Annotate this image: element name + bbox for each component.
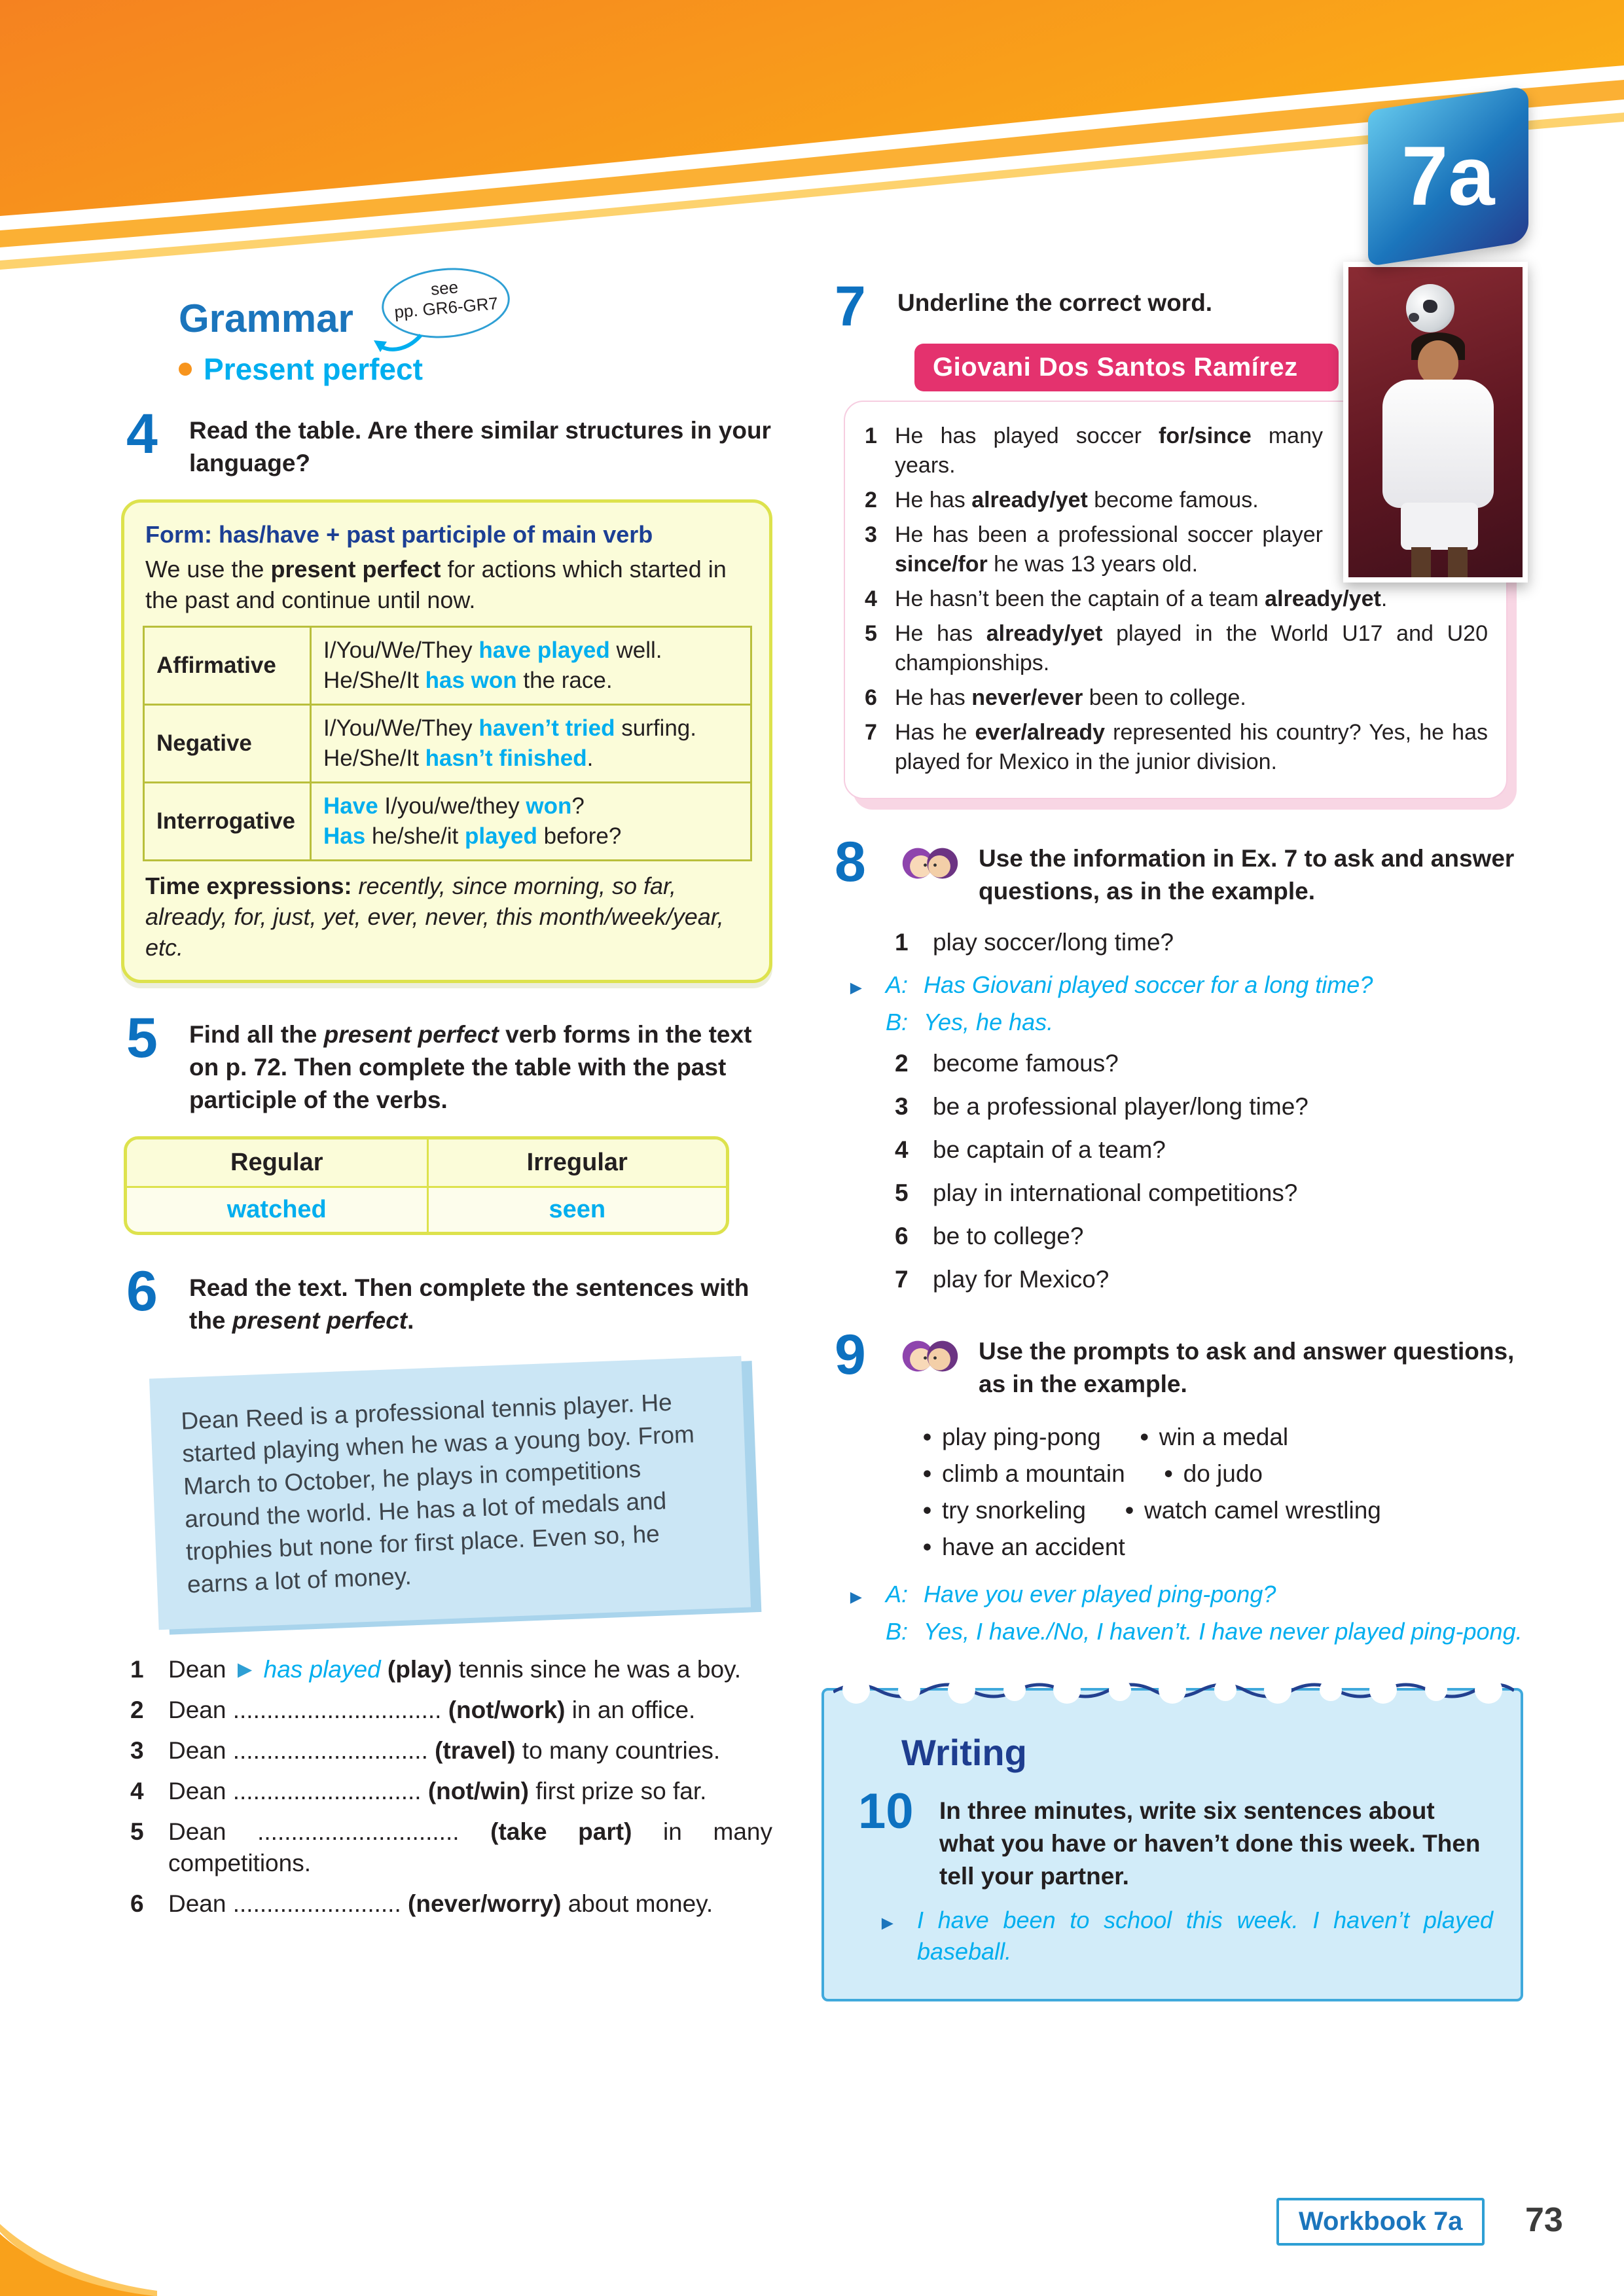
exercise-8-instruction-wrap xyxy=(897,837,1523,908)
bullet-icon: • xyxy=(923,1424,931,1451)
player-head-shape xyxy=(1418,340,1458,385)
list-item: 2 Dean ............................... (not/work) in an office. xyxy=(130,1696,696,1723)
exercise-9-header xyxy=(821,1323,1523,1401)
person-name-banner: Giovani Dos Santos Ramírez xyxy=(914,344,1339,391)
list-item: 4 He hasn’t been the captain of a team already/yet. xyxy=(865,586,1388,612)
exercise-10-instruction: In three minutes, write six sentences about what you have or haven’t done this week. Then tell your partner. xyxy=(939,1797,1481,1890)
list-item: 6 He has never/ever been to college. xyxy=(865,685,1246,711)
list-item: 2 He has already/yet become famous. xyxy=(865,488,1259,513)
exercise-7-number: 7 xyxy=(835,275,866,338)
list-item: 4 Dean ............................ (not/win) first prize so far. xyxy=(130,1778,707,1804)
soccer-player-photo xyxy=(1343,262,1528,583)
example-arrow-icon: ► xyxy=(846,977,866,999)
form-label-affirmative: Affirmative xyxy=(144,627,311,705)
grammar-intro: We use the present perfect for actions which started in the past and continue until now. xyxy=(145,556,727,613)
bullet-icon xyxy=(179,363,192,376)
exercise-6-header xyxy=(126,1260,772,1337)
bullet-icon: • xyxy=(923,1497,931,1524)
workbook-reference-badge: Workbook 7a xyxy=(1276,2198,1485,2246)
time-expressions: Time expressions: recently, since morning, so far, already, for, just, yet, ever, never, this month/week/year, etc. xyxy=(145,872,724,961)
exercise-7-instruction: Underline the correct word. xyxy=(897,289,1213,316)
list-item: 1 play soccer/long time? xyxy=(895,929,1174,956)
exercise-9-prompts xyxy=(923,1419,1523,1566)
bullet-icon: • xyxy=(923,1534,931,1561)
exercise-5-number: 5 xyxy=(126,1007,158,1069)
player-shirt-shape xyxy=(1382,380,1494,508)
exercise-4-instruction: Read the table. Are there similar structures in your language? xyxy=(189,417,771,476)
list-item: 3 Dean ............................. (travel) to many countries. xyxy=(130,1737,721,1764)
exercise-4-header xyxy=(126,403,772,480)
example-answer: B: Yes, I have./No, I haven’t. I have never played ping-pong. xyxy=(886,1618,1523,1645)
form-label-interrogative: Interrogative xyxy=(144,783,311,861)
list-item: 5 Dean .............................. (take part) in many competitions. xyxy=(130,1818,772,1876)
exercise-4-number: 4 xyxy=(126,403,158,465)
list-item: 2 become famous? xyxy=(895,1050,1119,1077)
grammar-forms-table xyxy=(143,626,752,861)
list-item: 3 He has been a professional soccer player since/for he was 13 years old. xyxy=(865,522,1323,577)
exercise-8-list-cont xyxy=(895,1047,1523,1296)
form-label-negative: Negative xyxy=(144,705,311,783)
list-item: 1 Dean ► has played (play) tennis since he was a boy. xyxy=(130,1656,742,1683)
example-arrow-icon: ► xyxy=(846,1587,866,1609)
grammar-header xyxy=(179,277,772,387)
see-reference-pages: pp. GR6-GR7 xyxy=(393,293,499,322)
exercise-8-number: 8 xyxy=(835,831,866,894)
bullet-icon: • xyxy=(923,1460,931,1488)
exercise-10-header xyxy=(853,1784,1493,1893)
corner-wave-decoration xyxy=(0,2198,157,2296)
exercise-9-instruction: Use the prompts to ask and answer questions, as in the example. xyxy=(979,1338,1515,1398)
prompt-line: • try snorkeling • watch camel wrestling xyxy=(923,1492,1523,1529)
form-examples-interrogative: Have I/you/we/they won? Has he/she/it played before? xyxy=(311,783,751,861)
speaking-pairwork-icon xyxy=(897,844,963,883)
exercise-6-sentences xyxy=(130,1654,772,1920)
participle-value-irregular: seen xyxy=(427,1188,727,1232)
list-item: 3 be a professional player/long time? xyxy=(895,1093,1308,1121)
dot-row-decoration xyxy=(842,1676,1502,1704)
participle-table xyxy=(124,1136,729,1235)
player-leg-shape xyxy=(1411,547,1431,583)
reading-passage xyxy=(149,1356,751,1630)
list-item: 7 play for Mexico? xyxy=(895,1266,1110,1293)
prompt-line: • play ping-pong • win a medal xyxy=(923,1419,1523,1456)
player-leg-shape xyxy=(1448,547,1468,583)
reading-passage-text: Dean Reed is a professional tennis player. He started playing when he was a young boy. From March to October, he plays in competitions around the world. He has a lot of medals and trophies but none for first place. Even so, he earns a lot of money. xyxy=(180,1388,695,1598)
prompt-line: • have an accident xyxy=(923,1529,1523,1566)
page-number: 73 xyxy=(1525,2201,1563,2239)
participle-value-regular: watched xyxy=(226,1196,327,1223)
exercise-6-instruction: Read the text. Then complete the sentences with the present perfect. xyxy=(189,1274,749,1334)
unit-badge xyxy=(1368,86,1528,267)
curved-arrow-icon xyxy=(372,332,425,359)
exercise-10-number: 10 xyxy=(858,1784,914,1840)
example-question: ► A: Have you ever played ping-pong? xyxy=(846,1579,1523,1613)
bullet-icon: • xyxy=(1140,1424,1149,1451)
exercise-9-number: 9 xyxy=(835,1323,866,1387)
example-question: ► A: Has Giovani played soccer for a long time? xyxy=(846,969,1523,1004)
see-reference-word: see xyxy=(429,277,460,299)
form-examples-negative: I/You/We/They haven’t tried surfing. He/She/It hasn’t finished. xyxy=(311,705,751,783)
list-item: 6 be to college? xyxy=(895,1223,1084,1250)
grammar-theory-box xyxy=(121,499,772,983)
example-arrow-icon: ► xyxy=(878,1912,897,1935)
list-item: 5 play in international competitions? xyxy=(895,1179,1298,1207)
table-row xyxy=(144,705,751,783)
list-item: 1 He has played soccer for/since many years. xyxy=(865,423,1323,478)
writing-heading: Writing xyxy=(901,1732,1027,1774)
grammar-heading: Grammar xyxy=(179,296,353,340)
participle-col-regular: Regular xyxy=(127,1139,427,1188)
table-row xyxy=(144,783,751,861)
example-sentence: ► I have been to school this week. I haven’t played baseball. xyxy=(878,1905,1493,1967)
exercise-8-list xyxy=(895,926,1523,959)
list-item: 7 Has he ever/already represented his country? Yes, he has played for Mexico in the junior division. xyxy=(865,720,1488,775)
grammar-topic-line xyxy=(179,351,772,387)
list-item: 4 be captain of a team? xyxy=(895,1136,1166,1164)
unit-badge-label: 7a xyxy=(1401,129,1495,223)
exercise-9-instruction-wrap xyxy=(897,1330,1523,1401)
exercise-6-number: 6 xyxy=(126,1260,158,1323)
exercise-8-instruction: Use the information in Ex. 7 to ask and answer questions, as in the example. xyxy=(979,845,1515,905)
writing-section xyxy=(821,1688,1523,2001)
player-shorts-shape xyxy=(1401,503,1478,550)
form-examples-affirmative: I/You/We/They have played well. He/She/It has won the race. xyxy=(311,627,751,705)
grammar-form-title: Form: has/have + past participle of main verb xyxy=(145,521,653,548)
participle-col-irregular: Irregular xyxy=(427,1139,727,1188)
exercise-5-header xyxy=(126,1007,772,1117)
grammar-topic: Present perfect xyxy=(204,352,423,386)
exercise-8-header xyxy=(821,831,1523,908)
speaking-pairwork-icon xyxy=(897,1336,963,1376)
table-row xyxy=(144,627,751,705)
list-item: 5 He has already/yet played in the World U17 and U20 championships. xyxy=(865,621,1488,676)
prompt-line: • climb a mountain • do judo xyxy=(923,1456,1523,1492)
soccer-ball-shape xyxy=(1406,284,1454,332)
list-item: 6 Dean ......................... (never/worry) about money. xyxy=(130,1890,713,1917)
bullet-icon: • xyxy=(1125,1497,1134,1524)
bullet-icon: • xyxy=(1164,1460,1173,1488)
example-answer: B: Yes, he has. xyxy=(886,1009,1054,1036)
left-column xyxy=(121,277,772,1929)
exercise-5-instruction: Find all the present perfect verb forms in the text on p. 72. Then complete the table with the past participle of the verbs. xyxy=(189,1021,752,1113)
